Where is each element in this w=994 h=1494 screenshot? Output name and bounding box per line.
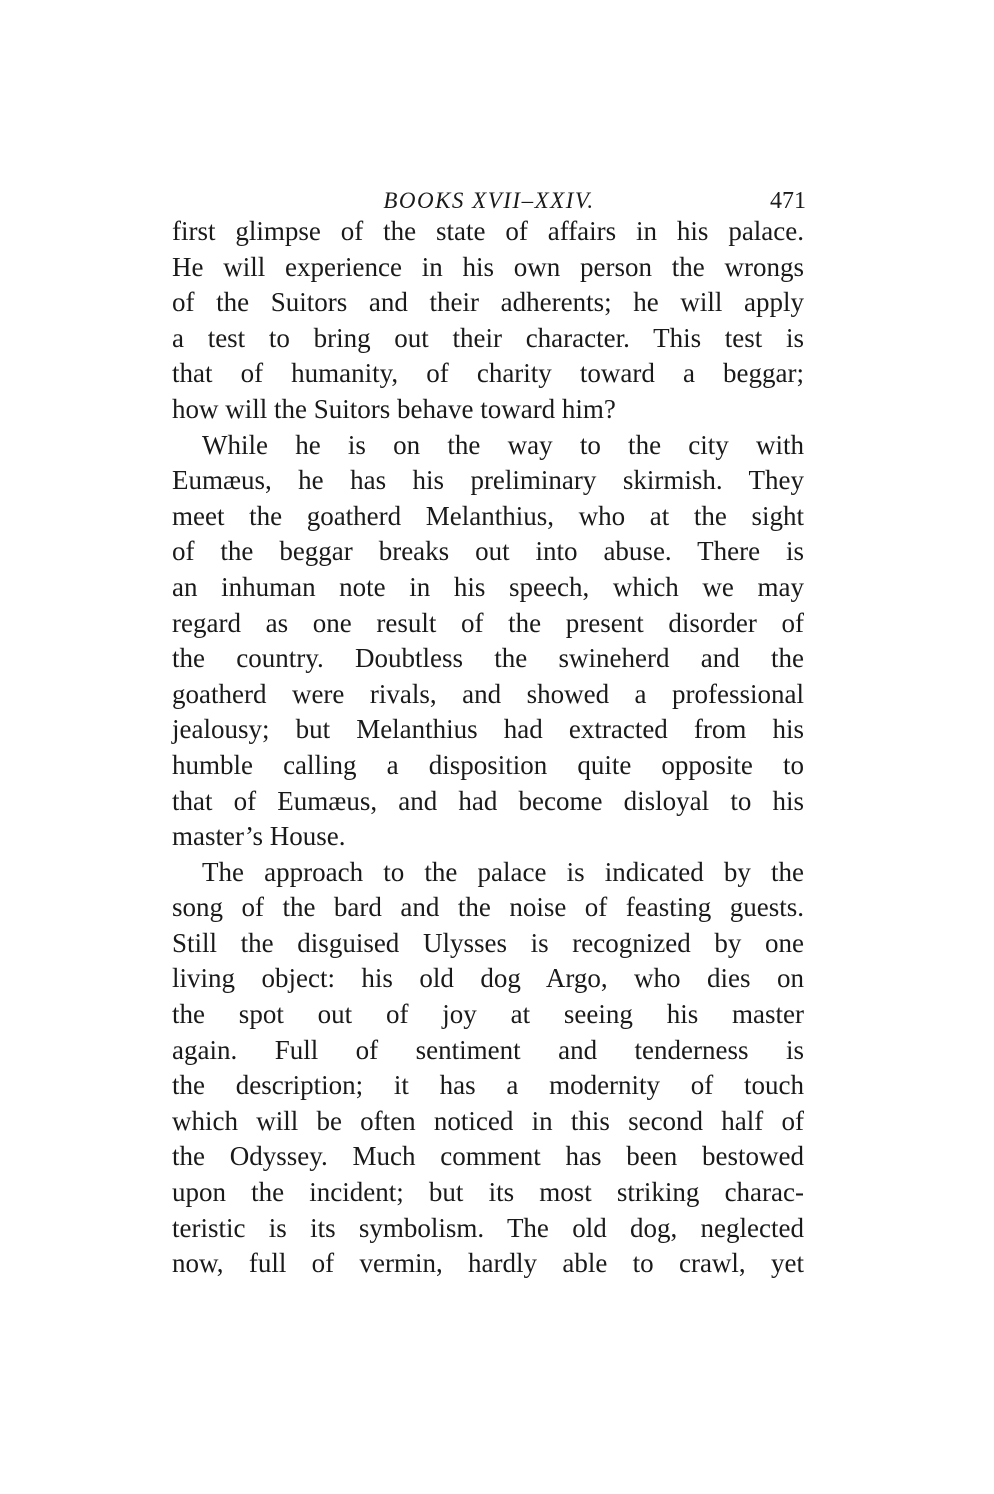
text-line: regard as one result of the present disorder of [172,607,804,638]
text-line: song of the bard and the noise of feasting guests. [172,892,804,923]
paragraph-3 [172,855,804,1282]
text-line: now, full of vermin, hardly able to crawl, yet [172,1248,804,1279]
text-line: jealousy; but Melanthius had extracted from his [172,714,804,745]
text-line: that of humanity, of charity toward a beggar; [172,358,804,389]
text-line: first glimpse of the state of affairs in his palace. [172,216,804,246]
text-line: meet the goatherd Melanthius, who at the sight [172,500,804,531]
text-line: the spot out of joy at seeing his master [172,999,804,1030]
text-line: Eumæus, he has his preliminary skirmish. They [172,465,804,496]
paragraph-1 [172,214,804,428]
text-line: The approach to the palace is indicated by the [202,856,804,887]
running-title: BOOKS XVII–XXIV. [383,188,595,213]
text-line: which will be often noticed in this second half of [172,1105,804,1136]
text-line: the Odyssey. Much comment has been bestowed [172,1141,804,1172]
text-line: He will experience in his own person the wrongs [172,251,804,282]
text-line: Still the disguised Ulysses is recognized by one [172,927,804,958]
text-line: that of Eumæus, and had become disloyal to his [172,785,804,816]
text-line: While he is on the way to the city with [202,429,804,460]
text-line: of the beggar breaks out into abuse. There is [172,536,804,567]
text-line: upon the incident; but its most striking charac- [172,1177,804,1208]
text-line: master’s House. [172,821,346,852]
text-line: how will the Suitors behave toward him? [172,393,616,424]
text-line: teristic is its symbolism. The old dog, neglected [172,1212,804,1243]
paragraph-2 [172,428,804,855]
text-line: of the Suitors and their adherents; he will apply [172,287,804,318]
body-text [172,214,804,1282]
text-line: living object: his old dog Argo, who dies on [172,963,804,994]
text-line: again. Full of sentiment and tenderness is [172,1034,804,1065]
text-line: a test to bring out their character. This test is [172,322,804,353]
text-line: the description; it has a modernity of touch [172,1070,804,1101]
text-line: an inhuman note in his speech, which we may [172,571,804,602]
text-line: humble calling a disposition quite opposite to [172,749,804,780]
text-line: goatherd were rivals, and showed a professional [172,678,804,709]
text-line: the country. Doubtless the swineherd and the [172,643,804,674]
page-number: 471 [770,188,806,214]
